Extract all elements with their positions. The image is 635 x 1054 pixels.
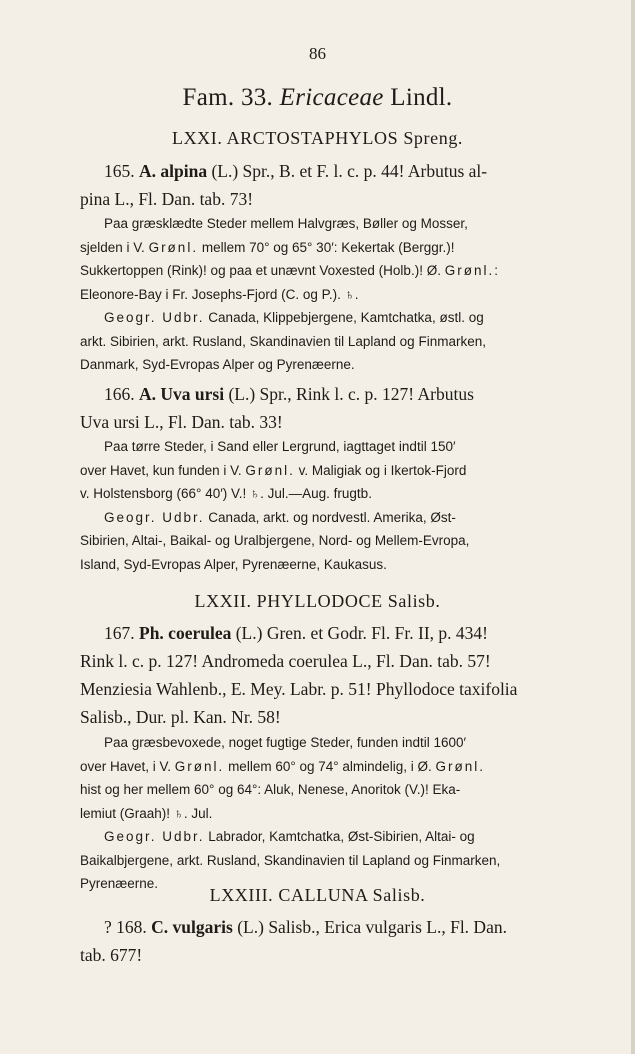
species-entry-168 <box>80 913 604 969</box>
desc-line: over Havet, i V. Grønl. mellem 60° og 74° almindelig, i Ø. Grønl. <box>80 758 485 774</box>
geogr-line: Danmark, Syd-Evropas Alper og Pyrenæerne. <box>80 357 355 372</box>
species-citation-cont: Rink l. c. p. 127! Andromeda coerulea L., Fl. Dan. tab. 57! <box>80 651 491 671</box>
species-citation: (L.) Salisb., Erica vulgaris L., Fl. Dan. <box>232 917 507 937</box>
desc-line: v. Holstensborg (66° 40′) V.! ♄. Jul.—Aug. frugtb. <box>80 486 372 501</box>
species-entry-165 <box>80 157 604 213</box>
description-166 <box>80 435 614 576</box>
desc-line: Paa tørre Steder, i Sand eller Lergrund, iagttaget indtil 150′ <box>104 439 456 454</box>
genus-heading-calluna: LXXIII. CALLUNA Salisb. <box>209 885 426 905</box>
geogr-label: Geogr. Udbr. <box>104 310 205 325</box>
family-prefix: Fam. 33. <box>182 84 280 111</box>
species-number: 165. <box>104 161 139 181</box>
species-name: A. alpina <box>139 161 208 181</box>
description-165 <box>80 212 614 377</box>
geogr-line: Geogr. Udbr. Canada, Klippebjergene, Kamtchatka, østl. og <box>104 310 484 325</box>
species-name: C. vulgaris <box>151 917 233 937</box>
species-citation: (L.) Spr., Rink l. c. p. 127! Arbutus <box>224 384 474 404</box>
desc-line: Paa græsklædte Steder mellem Halvgræs, Bøller og Mosser, <box>104 216 468 231</box>
desc-line: Paa græsbevoxede, noget fugtige Steder, funden indtil 1600′ <box>104 735 467 750</box>
species-name: A. Uva ursi <box>139 384 225 404</box>
family-author: Lindl. <box>383 84 453 111</box>
geogr-label: Geogr. Udbr. <box>104 509 205 525</box>
species-entry-166 <box>80 380 604 436</box>
family-name: Ericaceae <box>279 84 384 111</box>
desc-line: over Havet, kun funden i V. Grønl. v. Maligiak og i Ikertok-Fjord <box>80 462 467 478</box>
desc-line: lemiut (Graah)! ♄. Jul. <box>80 805 213 821</box>
family-heading <box>0 84 635 112</box>
desc-line: hist og her mellem 60° og 64°: Aluk, Nenese, Anoritok (V.)! Eka- <box>80 782 461 797</box>
species-citation-cont: pina L., Fl. Dan. tab. 73! <box>80 189 254 209</box>
species-citation: (L.) Spr., B. et F. l. c. p. 44! Arbutus al- <box>207 161 488 181</box>
desc-line: Eleonore-Bay i Fr. Josephs-Fjord (C. og P.). ♄. <box>80 286 359 302</box>
species-citation: (L.) Gren. et Godr. Fl. Fr. II, p. 434! <box>231 623 488 643</box>
geogr-line: Baikalbjergene, arkt. Rusland, Skandinavien til Lapland og Finmarken, <box>80 852 501 868</box>
geogr-line: Island, Syd-Evropas Alper, Pyrenæerne, Kaukasus. <box>80 556 387 572</box>
geogr-line: Pyrenæerne. <box>80 876 159 891</box>
geogr-line: arkt. Sibirien, arkt. Rusland, Skandinavien til Lapland og Finmarken, <box>80 333 486 349</box>
page-number: 86 <box>309 44 326 63</box>
species-citation-cont: tab. 677! <box>80 945 143 965</box>
species-name: Ph. coerulea <box>139 623 232 643</box>
species-citation-cont: Menziesia Wahlenb., E. Mey. Labr. p. 51! Phyllodoce taxifolia <box>80 679 518 699</box>
species-number: 167. <box>104 623 139 643</box>
genus-heading-phyllodoce: LXXII. PHYLLODOCE Salisb. <box>194 591 441 611</box>
species-citation-cont: Uva ursi L., Fl. Dan. tab. 33! <box>80 412 283 432</box>
geogr-line: Geogr. Udbr. Canada, arkt. og nordvestl. Amerika, Øst- <box>104 509 456 525</box>
species-number: 166. <box>104 384 139 404</box>
species-citation-cont: Salisb., Dur. pl. Kan. Nr. 58! <box>80 707 281 727</box>
geogr-label: Geogr. Udbr. <box>104 829 205 844</box>
description-167 <box>80 731 614 896</box>
genus-heading-arctostaphylos: LXXI. ARCTOSTAPHYLOS Spreng. <box>171 128 464 148</box>
geogr-line: Sibirien, Altai-, Baikal- og Uralbjergene, Nord- og Mellem-Evropa, <box>80 533 470 548</box>
desc-line: Sukkertoppen (Rink)! og paa et unævnt Voxested (Holb.)! Ø. Grønl.: <box>80 263 498 278</box>
desc-line: sjelden i V. Grønl. mellem 70° og 65° 30′: Kekertak (Berggr.)! <box>80 239 455 255</box>
species-number: ? 168. <box>104 917 152 937</box>
species-entry-167 <box>80 619 604 731</box>
geogr-line: Geogr. Udbr. Labrador, Kamtchatka, Øst-Sibirien, Altai- og <box>104 829 475 844</box>
